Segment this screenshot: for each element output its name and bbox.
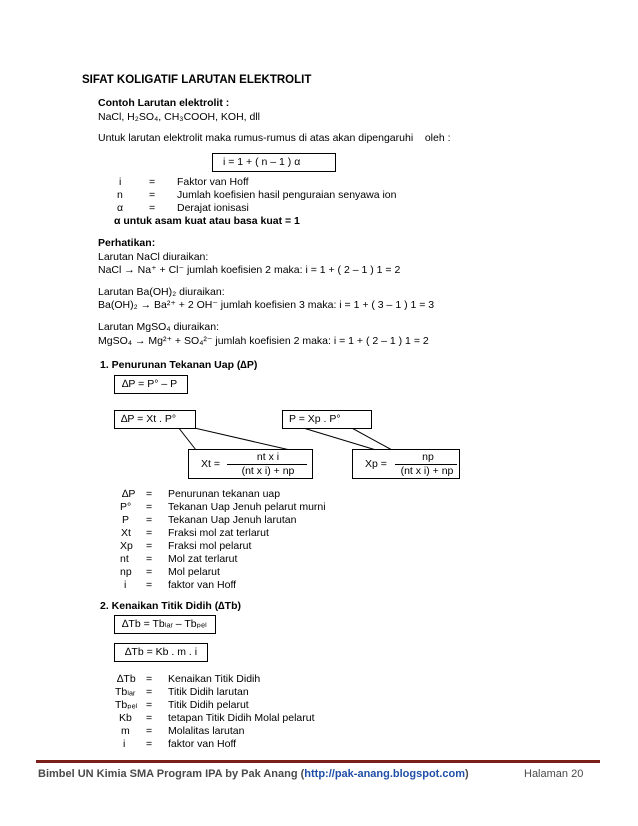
vanhoff-formula: i = 1 + ( n – 1 ) α bbox=[223, 156, 301, 168]
xp-denominator: (nt x i) + np bbox=[400, 465, 454, 477]
example-1-title: Larutan NaCl diuraikan: bbox=[98, 251, 209, 263]
examples-heading: Contoh Larutan elektrolit : bbox=[98, 97, 230, 109]
legend-equals: = bbox=[146, 566, 153, 578]
legend-desc: Molalitas larutan bbox=[168, 725, 245, 737]
formula-delta-tb: ∆Tb = Tbₗₐᵣ – Tbₚₑₗ bbox=[122, 618, 207, 630]
def-equals: = bbox=[149, 189, 156, 201]
formula-delta-tb-kb: ∆Tb = Kb . m . i bbox=[125, 646, 198, 658]
legend-symbol: Kb bbox=[119, 712, 132, 724]
def-desc: Derajat ionisasi bbox=[177, 202, 249, 214]
def-symbol: α bbox=[117, 202, 124, 214]
example-1-equation: NaCl → Na⁺ + Cl⁻ jumlah koefisien 2 maka: i = 1 + ( 2 – 1 ) 1 = 2 bbox=[98, 264, 401, 276]
footer-credit bbox=[38, 768, 469, 780]
example-3-title: Larutan MgSO₄ diuraikan: bbox=[98, 321, 220, 333]
legend-desc: tetapan Titik Didih Molal pelarut bbox=[168, 712, 315, 724]
def-symbol: n bbox=[117, 189, 123, 201]
xt-label: Xt = bbox=[201, 458, 220, 470]
legend-symbol: Tbₗₐᵣ bbox=[115, 686, 136, 698]
legend-symbol: Xt bbox=[121, 527, 131, 539]
section-2-heading: 2. Kenaikan Titik Didih (∆Tb) bbox=[100, 600, 241, 612]
legend-symbol: i bbox=[123, 738, 126, 750]
example-2-title: Larutan Ba(OH)₂ diuraikan: bbox=[98, 286, 225, 298]
page-number: Halaman 20 bbox=[524, 768, 584, 780]
legend-equals: = bbox=[146, 673, 153, 685]
xp-numerator: np bbox=[422, 451, 434, 463]
legend-equals: = bbox=[146, 699, 153, 711]
xp-fraction-box bbox=[352, 449, 460, 479]
examples-list: NaCl, H₂SO₄, CH₃COOH, KOH, dll bbox=[98, 111, 260, 123]
legend-symbol: np bbox=[120, 566, 132, 578]
legend-desc: Fraksi mol pelarut bbox=[168, 540, 252, 552]
legend-equals: = bbox=[146, 686, 153, 698]
perhatikan-heading: Perhatikan: bbox=[98, 237, 156, 249]
footer-rule bbox=[36, 760, 600, 763]
legend-symbol: m bbox=[121, 725, 130, 737]
xt-numerator: nt x i bbox=[256, 451, 280, 463]
legend-desc: Penurunan tekanan uap bbox=[168, 488, 281, 500]
formula-delta-p: ∆P = P° – P bbox=[122, 378, 178, 390]
page-title: SIFAT KOLIGATIF LARUTAN ELEKTROLIT bbox=[82, 74, 312, 86]
formula-box-delta-tb bbox=[114, 615, 216, 634]
legend-symbol: i bbox=[124, 579, 127, 591]
formula-p-xp: P = Xp . P° bbox=[289, 413, 341, 425]
legend-equals: = bbox=[146, 514, 153, 526]
legend-equals: = bbox=[146, 501, 153, 513]
footer-credit-suffix: ) bbox=[465, 768, 469, 780]
alpha-note: α untuk asam kuat atau basa kuat = 1 bbox=[114, 215, 300, 227]
legend-equals: = bbox=[146, 579, 153, 591]
legend-desc: Titik Didih larutan bbox=[168, 686, 249, 698]
def-equals: = bbox=[149, 202, 156, 214]
footer-credit-prefix: Bimbel UN Kimia SMA Program IPA by Pak Anang ( bbox=[38, 768, 305, 780]
def-desc: Jumlah koefisien hasil penguraian senyawa ion bbox=[177, 189, 397, 201]
xt-fraction-box bbox=[188, 449, 313, 479]
formula-box-xp bbox=[282, 410, 372, 429]
legend-symbol: Xp bbox=[120, 540, 133, 552]
legend-desc: Kenaikan Titik Didih bbox=[168, 673, 261, 685]
legend-desc: Tekanan Uap Jenuh pelarut murni bbox=[168, 501, 326, 513]
def-symbol: i bbox=[119, 176, 122, 188]
legend-desc: Titik Didih pelarut bbox=[168, 699, 249, 711]
legend-symbol: P bbox=[122, 514, 130, 526]
legend-equals: = bbox=[146, 712, 153, 724]
legend-equals: = bbox=[146, 738, 153, 750]
legend-desc: Tekanan Uap Jenuh larutan bbox=[168, 514, 297, 526]
formula-box-kb bbox=[114, 643, 208, 662]
legend-desc: faktor van Hoff bbox=[168, 579, 237, 591]
legend-symbol: nt bbox=[120, 553, 129, 565]
legend-equals: = bbox=[146, 553, 153, 565]
example-3-equation: MgSO₄ → Mg²⁺ + SO₄²⁻ jumlah koefisien 2 maka: i = 1 + ( 2 – 1 ) 1 = 2 bbox=[98, 335, 429, 347]
legend-equals: = bbox=[146, 725, 153, 737]
formula-delta-p-xt: ∆P = Xt . P° bbox=[121, 413, 177, 425]
legend-equals: = bbox=[146, 488, 153, 500]
def-equals: = bbox=[149, 176, 156, 188]
legend-symbol: ∆Tb bbox=[117, 673, 136, 685]
legend-symbol: P° bbox=[120, 501, 132, 513]
xp-label: Xp = bbox=[365, 458, 387, 470]
section-1-heading: 1. Penurunan Tekanan Uap (∆P) bbox=[100, 359, 258, 371]
example-2-equation: Ba(OH)₂ → Ba²⁺ + 2 OH⁻ jumlah koefisien 3 maka: i = 1 + ( 3 – 1 ) 1 = 3 bbox=[98, 299, 435, 311]
legend-desc: Fraksi mol zat terlarut bbox=[168, 527, 269, 539]
legend-desc: Mol zat terlarut bbox=[168, 553, 238, 565]
xt-denominator: (nt x i) + np bbox=[241, 465, 295, 477]
legend-desc: Mol pelarut bbox=[168, 566, 220, 578]
legend-equals: = bbox=[146, 540, 153, 552]
def-desc: Faktor van Hoff bbox=[177, 176, 249, 188]
formula-box-xt bbox=[114, 410, 196, 429]
legend-desc: faktor van Hoff bbox=[168, 738, 237, 750]
legend-equals: = bbox=[146, 527, 153, 539]
footer-link[interactable]: http://pak-anang.blogspot.com bbox=[304, 768, 466, 780]
intro-text: Untuk larutan elektrolit maka rumus-rumus di atas akan dipengaruhi oleh : bbox=[98, 132, 451, 144]
legend-symbol: Tbₚₑₗ bbox=[115, 699, 138, 711]
legend-symbol: ∆P bbox=[122, 488, 136, 500]
